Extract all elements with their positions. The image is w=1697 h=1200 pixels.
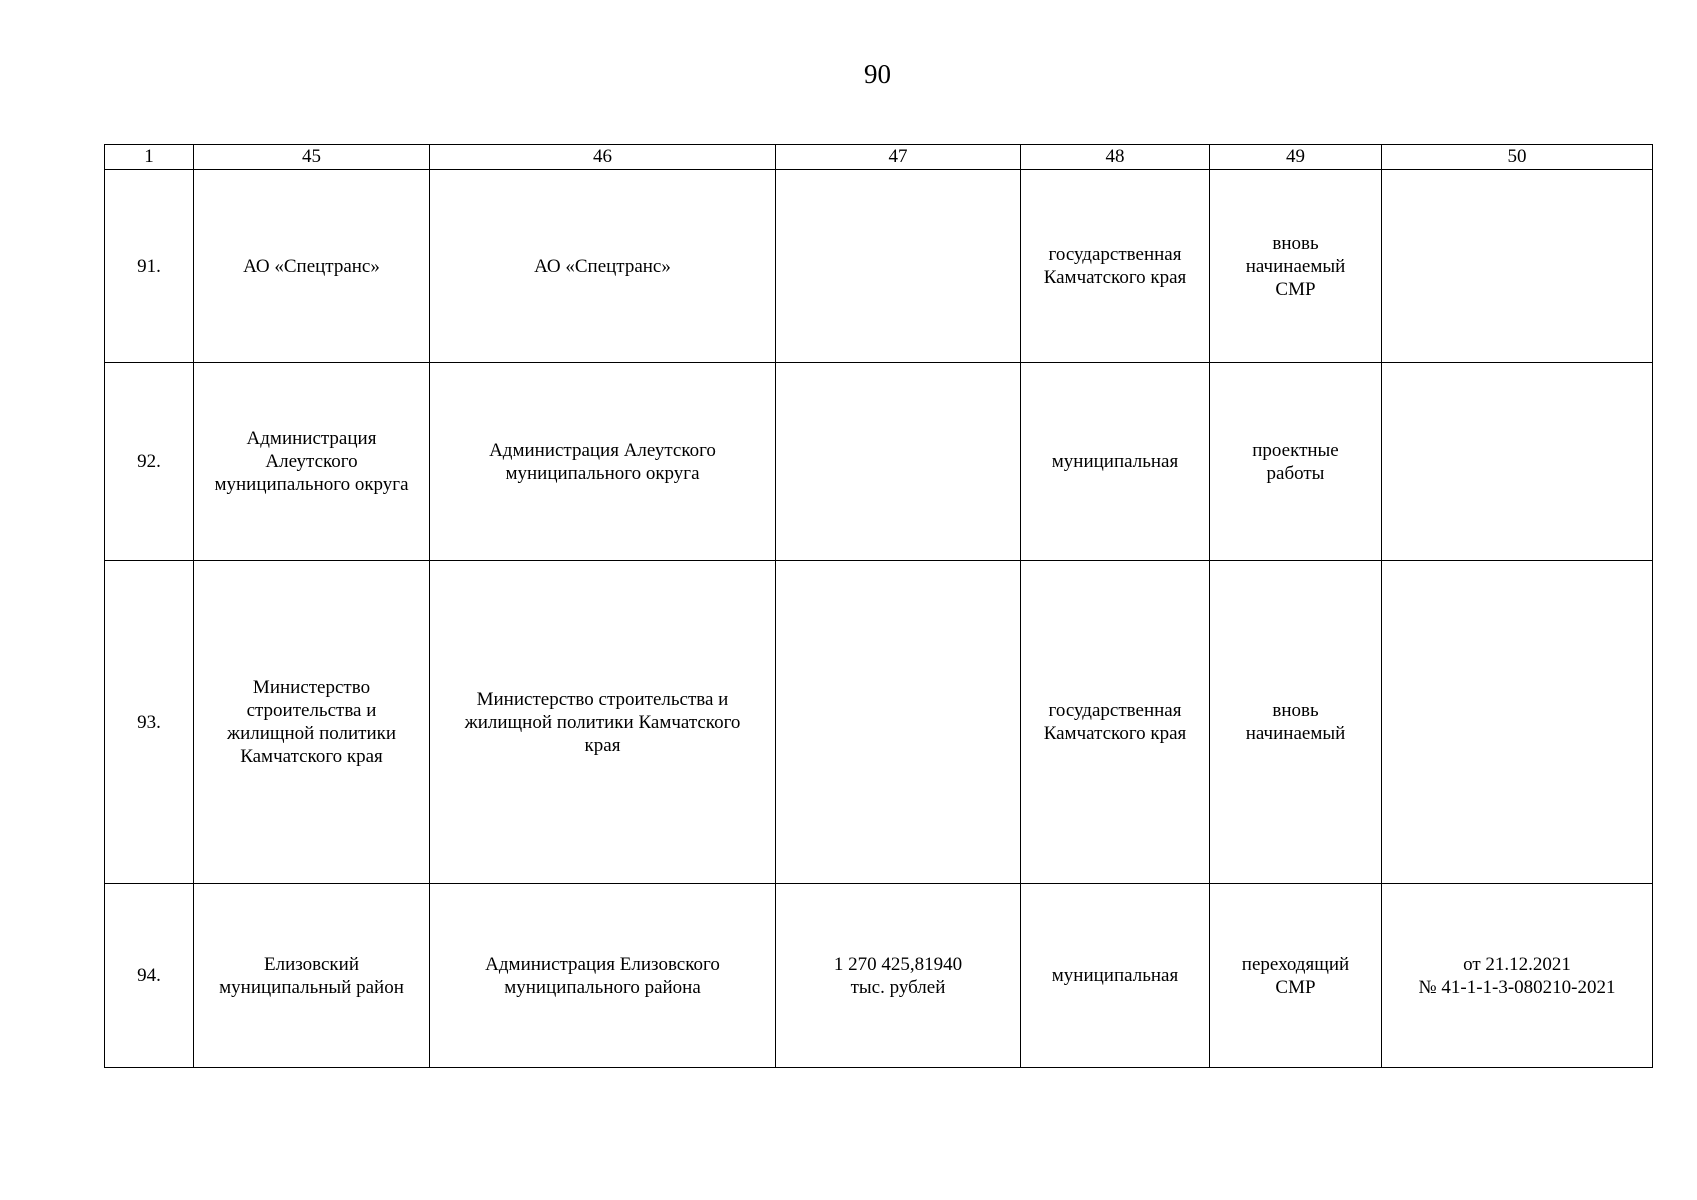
table-row bbox=[105, 170, 1653, 363]
page-number: 90 bbox=[864, 59, 891, 89]
work-type-cell: вновь начинаемый СМР bbox=[1210, 170, 1382, 363]
customer-cell: Министерство строительства и жилищной политики Камчатского края bbox=[194, 561, 430, 884]
ownership-cell: государственная Камчатского края bbox=[1021, 170, 1210, 363]
table-header-row bbox=[105, 145, 1653, 170]
column-header: 1 bbox=[105, 145, 194, 170]
column-header: 48 bbox=[1021, 145, 1210, 170]
cost-cell bbox=[776, 170, 1021, 363]
column-header: 49 bbox=[1210, 145, 1382, 170]
expertise-cell bbox=[1382, 170, 1653, 363]
work-type-cell: переходящий СМР bbox=[1210, 884, 1382, 1068]
ownership-cell: муниципальная bbox=[1021, 884, 1210, 1068]
table-row bbox=[105, 884, 1653, 1068]
row-number: 92. bbox=[105, 363, 194, 561]
column-header: 46 bbox=[430, 145, 776, 170]
developer-cell: АО «Спецтранс» bbox=[430, 170, 776, 363]
work-type-cell: проектные работы bbox=[1210, 363, 1382, 561]
cost-cell bbox=[776, 363, 1021, 561]
work-type-cell: вновь начинаемый bbox=[1210, 561, 1382, 884]
cost-cell: 1 270 425,81940 тыс. рублей bbox=[776, 884, 1021, 1068]
cost-cell bbox=[776, 561, 1021, 884]
row-number: 94. bbox=[105, 884, 194, 1068]
row-number: 91. bbox=[105, 170, 194, 363]
developer-cell: Администрация Алеутского муниципального округа bbox=[430, 363, 776, 561]
row-number: 93. bbox=[105, 561, 194, 884]
column-header: 45 bbox=[194, 145, 430, 170]
customer-cell: Администрация Алеутского муниципального округа bbox=[194, 363, 430, 561]
developer-cell: Министерство строительства и жилищной политики Камчатского края bbox=[430, 561, 776, 884]
expertise-cell: от 21.12.2021 № 41-1-1-3-080210-2021 bbox=[1382, 884, 1653, 1068]
expertise-cell bbox=[1382, 363, 1653, 561]
developer-cell: Администрация Елизовского муниципального района bbox=[430, 884, 776, 1068]
customer-cell: АО «Спецтранс» bbox=[194, 170, 430, 363]
table-row bbox=[105, 363, 1653, 561]
data-table bbox=[104, 144, 1653, 1068]
table-row bbox=[105, 561, 1653, 884]
customer-cell: Елизовский муниципальный район bbox=[194, 884, 430, 1068]
column-header: 47 bbox=[776, 145, 1021, 170]
ownership-cell: муниципальная bbox=[1021, 363, 1210, 561]
ownership-cell: государственная Камчатского края bbox=[1021, 561, 1210, 884]
expertise-cell bbox=[1382, 561, 1653, 884]
column-header: 50 bbox=[1382, 145, 1653, 170]
